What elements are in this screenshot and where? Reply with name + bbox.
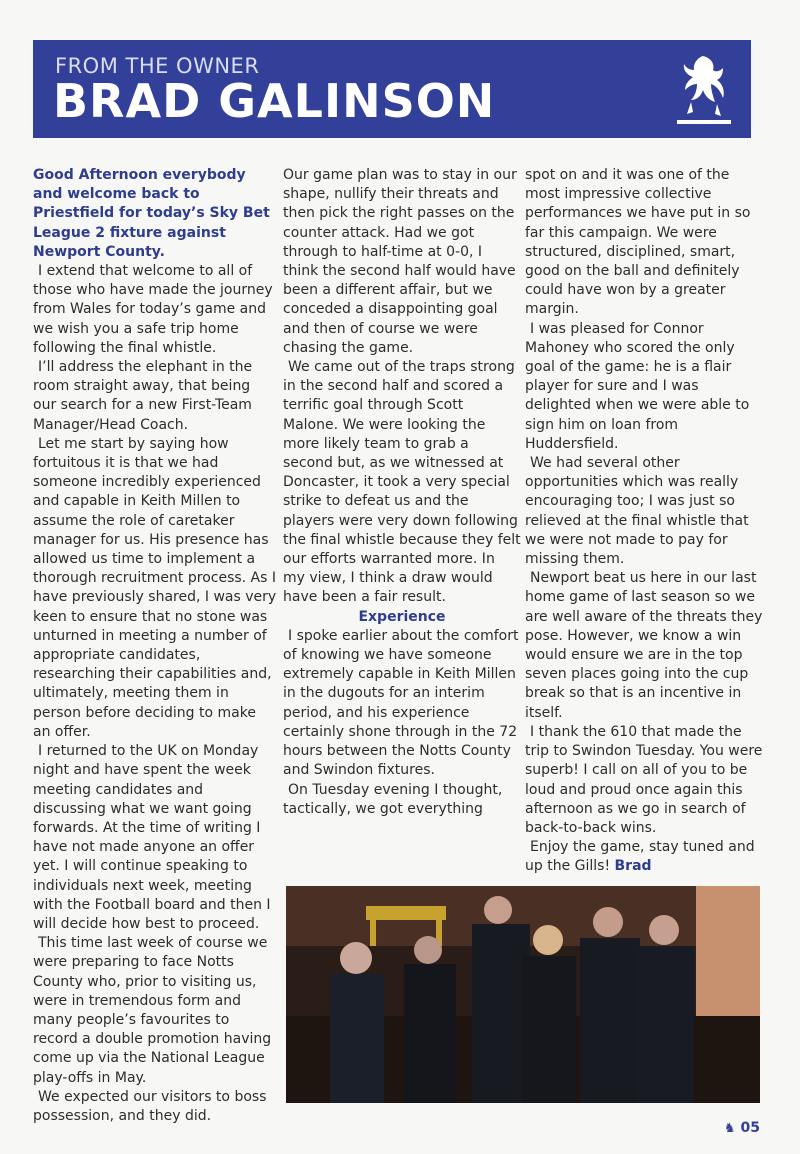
- article-column-3: [525, 166, 763, 877]
- body-paragraph: We expected our visitors to boss possession, and they did.: [33, 1088, 267, 1124]
- page-number-text: 05: [740, 1120, 760, 1136]
- body-paragraph: We had several other opportunities which was really encouraging too; I was just so relieved at the final whistle that we were not made to pay for missing them.: [525, 455, 749, 568]
- body-paragraph: I extend that welcome to all of those who have made the journey from Wales for today’s game and we wish you a safe trip home following the final whistle.: [33, 263, 273, 356]
- body-paragraph: We came out of the traps strong in the second half and scored a terrific goal through Scott Malone. We were looking the more likely team to grab a second but, as we witnessed at Doncaster, it took a very special strike to defeat us and the players were very down following the final whistle because they felt our efforts warranted more. In my view, I think a draw would have been a fair result.: [283, 359, 521, 606]
- page-number: [724, 1120, 760, 1136]
- section-subheading: Experience: [358, 608, 446, 625]
- article-column-1: [33, 166, 277, 1126]
- photo-illustration: [286, 886, 760, 1103]
- body-paragraph: I spoke earlier about the comfort of knowing we have someone extremely capable in Keith Millen in the dugouts for an interim period, and his experience certainly shone through in the 72 hours between the Notts County and Swindon fixtures.: [283, 627, 519, 779]
- invicta-horse-icon: [673, 50, 735, 128]
- body-paragraph: Our game plan was to stay in our shape, nullify their threats and then pick the right passes on the counter attack. Had we got through to half-time at 0-0, I think the second half would have been a different affair, but we conceded a disappointing goal and then of course we were chasing the game.: [283, 167, 517, 356]
- body-paragraph: I returned to the UK on Monday night and have spent the week meeting candidates and discussing what we want going forwards. At the time of writing I have not made anyone an offer yet. I will continue speaking to individuals next week, meeting with the Football board and then I will decide how best to proceed.: [33, 743, 271, 932]
- body-paragraph: I’ll address the elephant in the room straight away, that being our search for a new First-Team Manager/Head Coach.: [33, 359, 253, 433]
- closing-paragraph: [525, 838, 763, 876]
- body-paragraph: On Tuesday evening I thought, tactically, we got everything: [283, 781, 503, 817]
- lead-paragraph: Good Afternoon everybody and welcome back to Priestfield for today’s Sky Bet League 2 fixture against Newport County.: [33, 167, 270, 260]
- body-paragraph: spot on and it was one of the most impressive collective performances we have put in so far this campaign. We were structured, disciplined, smart, good on the ball and definitely could have won by a greater margin.: [525, 167, 751, 318]
- stand-crowd-photo: [286, 886, 760, 1103]
- body-paragraph: Newport beat us here in our last home game of last season so we are well aware of the threats they pose. However, we know a win would ensure we are in the top seven places going into the cup break so that is an incentive in itself.: [525, 570, 763, 721]
- page-title: BRAD GALINSON: [53, 74, 496, 128]
- body-paragraph: Let me start by saying how fortuitous it is that we had someone incredibly experienced and capable in Keith Millen to assume the role of caretaker manager for us. His presence has allowed us time to implement a thorough recruitment process. As I have previously shared, I was very keen to ensure that no stone was unturned in meeting a number of appropriate candidates, researching their capabilities and, ultimately, meeting them in person before deciding to make an offer.: [33, 435, 277, 740]
- signature: Brad: [614, 858, 652, 875]
- body-paragraph: I was pleased for Connor Mahoney who scored the only goal of the game: he is a flair player for sure and I was delighted when we were able to sign him on loan from Huddersfield.: [525, 320, 750, 452]
- article-column-2: [283, 166, 521, 819]
- closing-text: Enjoy the game, stay tuned and up the Gills!: [525, 839, 755, 875]
- body-paragraph: I thank the 610 that made the trip to Swindon Tuesday. You were superb! I call on all of you to be loud and proud once again this afternoon as we go in search of back-to-back wins.: [525, 723, 763, 836]
- horse-icon: ♞: [723, 1121, 736, 1136]
- body-paragraph: This time last week of course we were preparing to face Notts County who, prior to visiting us, were in tremendous form and many people’s favourites to record a double promotion having come up via the National League play-offs in May.: [33, 935, 272, 1086]
- header-kicker: FROM THE OWNER: [55, 54, 260, 78]
- header-banner: [33, 40, 751, 138]
